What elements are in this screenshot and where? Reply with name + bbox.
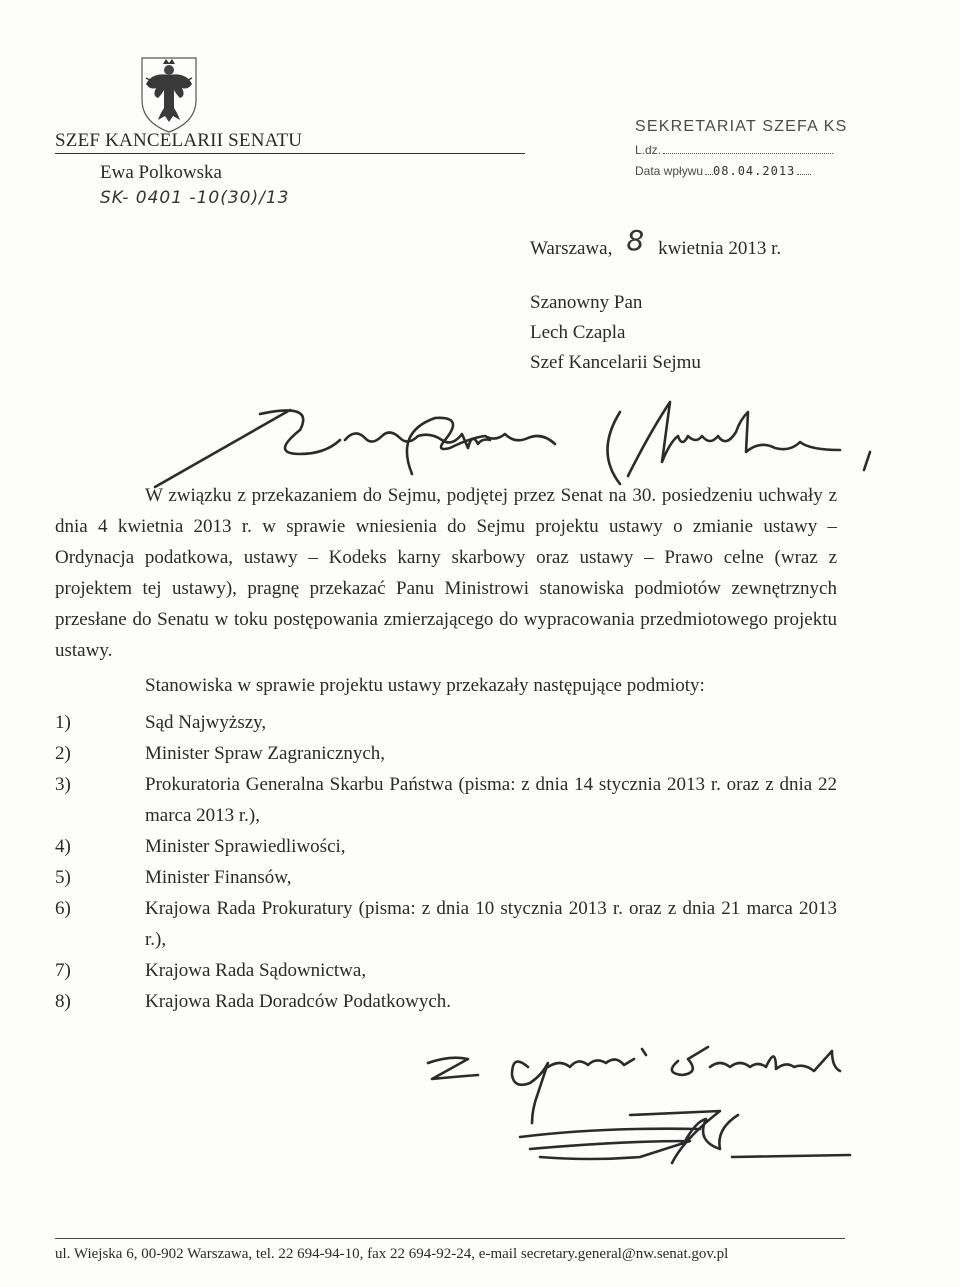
stamp-ldz-dots [663,143,833,154]
list-item: 2) Minister Spraw Zagranicznych, [55,743,386,764]
addressee-block [530,288,701,378]
polish-eagle-emblem-icon [132,50,206,134]
registry-stamp [635,118,935,178]
body-paragraph-2: Stanowiska w sprawie projektu ustawy przekazały następujące podmioty: [145,675,705,696]
addressee-greeting: Szanowny Pan [530,292,643,313]
addressee-title: Szef Kancelarii Sejmu [530,352,701,373]
handwritten-closing-signature [420,1045,870,1175]
author-name: Ewa Polkowska [100,162,222,183]
letterhead-divider [55,153,525,154]
stamp-date-line [635,164,935,178]
list-item: 7) Krajowa Rada Sądownictwa, [55,960,367,981]
office-name: SZEF KANCELARII SENATU [55,130,303,151]
stamp-ldz-line [635,143,935,157]
stamp-date-value: 08.04.2013 [713,164,796,178]
letter-body [55,480,837,1017]
list-item: 4) Minister Sprawiedliwości, [55,836,346,857]
footer-divider [55,1238,845,1239]
list-item: 5) Minister Finansów, [55,867,292,888]
dateline [530,224,782,261]
entity-list [55,707,837,1017]
stamp-date-dots-end [797,164,811,175]
list-item: 6) Krajowa Rada Prokuratury (pisma: z dnia 10 stycznia 2013 r. oraz z dnia 21 marca 2013 r.), [55,898,837,950]
stamp-title: SEKRETARIAT SZEFA KS [635,118,848,135]
list-item: 3) Prokuratoria Generalna Skarbu Państwa (pisma: z dnia 14 stycznia 2013 r. oraz z dnia 22 marca 2013 r.), [55,774,837,826]
dateline-month-year: kwietnia 2013 r. [658,238,782,259]
stamp-date-dots [705,164,713,175]
dateline-city: Warszawa, [530,238,613,259]
body-paragraph-1: W związku z przekazaniem do Sejmu, podjętej przez Senat na 30. posiedzeniu uchwały z dnia 4 kwietnia 2013 r. w sprawie wniesienia do Sejmu projektu ustawy o zmianie ustawy – Ordynacja podatkowa, ustawy – Kodeks karny skarbowy oraz ustawy – Prawo celne (wraz z projektem tej ustawy), pragnę przekazać Panu Ministrowi stanowiska podmiotów zewnętrznych przesłane do Senatu w toku postępowania zmierzającego do wypracowania przedmiotowego projektu ustawy. [55,485,837,661]
reference-number: SK- 0401 -10(30)/13 [100,188,290,208]
addressee-name: Lech Czapla [530,322,626,343]
footer-address: ul. Wiejska 6, 00-902 Warszawa, tel. 22 694-94-10, fax 22 694-92-24, e-mail secretary.general@nw.senat.gov.pl [55,1246,729,1262]
stamp-ldz-label: L.dz. [635,143,662,157]
list-item: 1) Sąd Najwyższy, [55,712,267,733]
dateline-day: 8 [626,224,645,257]
stamp-date-label: Data wpływu [635,164,704,178]
list-item: 8) Krajowa Rada Doradców Podatkowych. [55,991,452,1012]
